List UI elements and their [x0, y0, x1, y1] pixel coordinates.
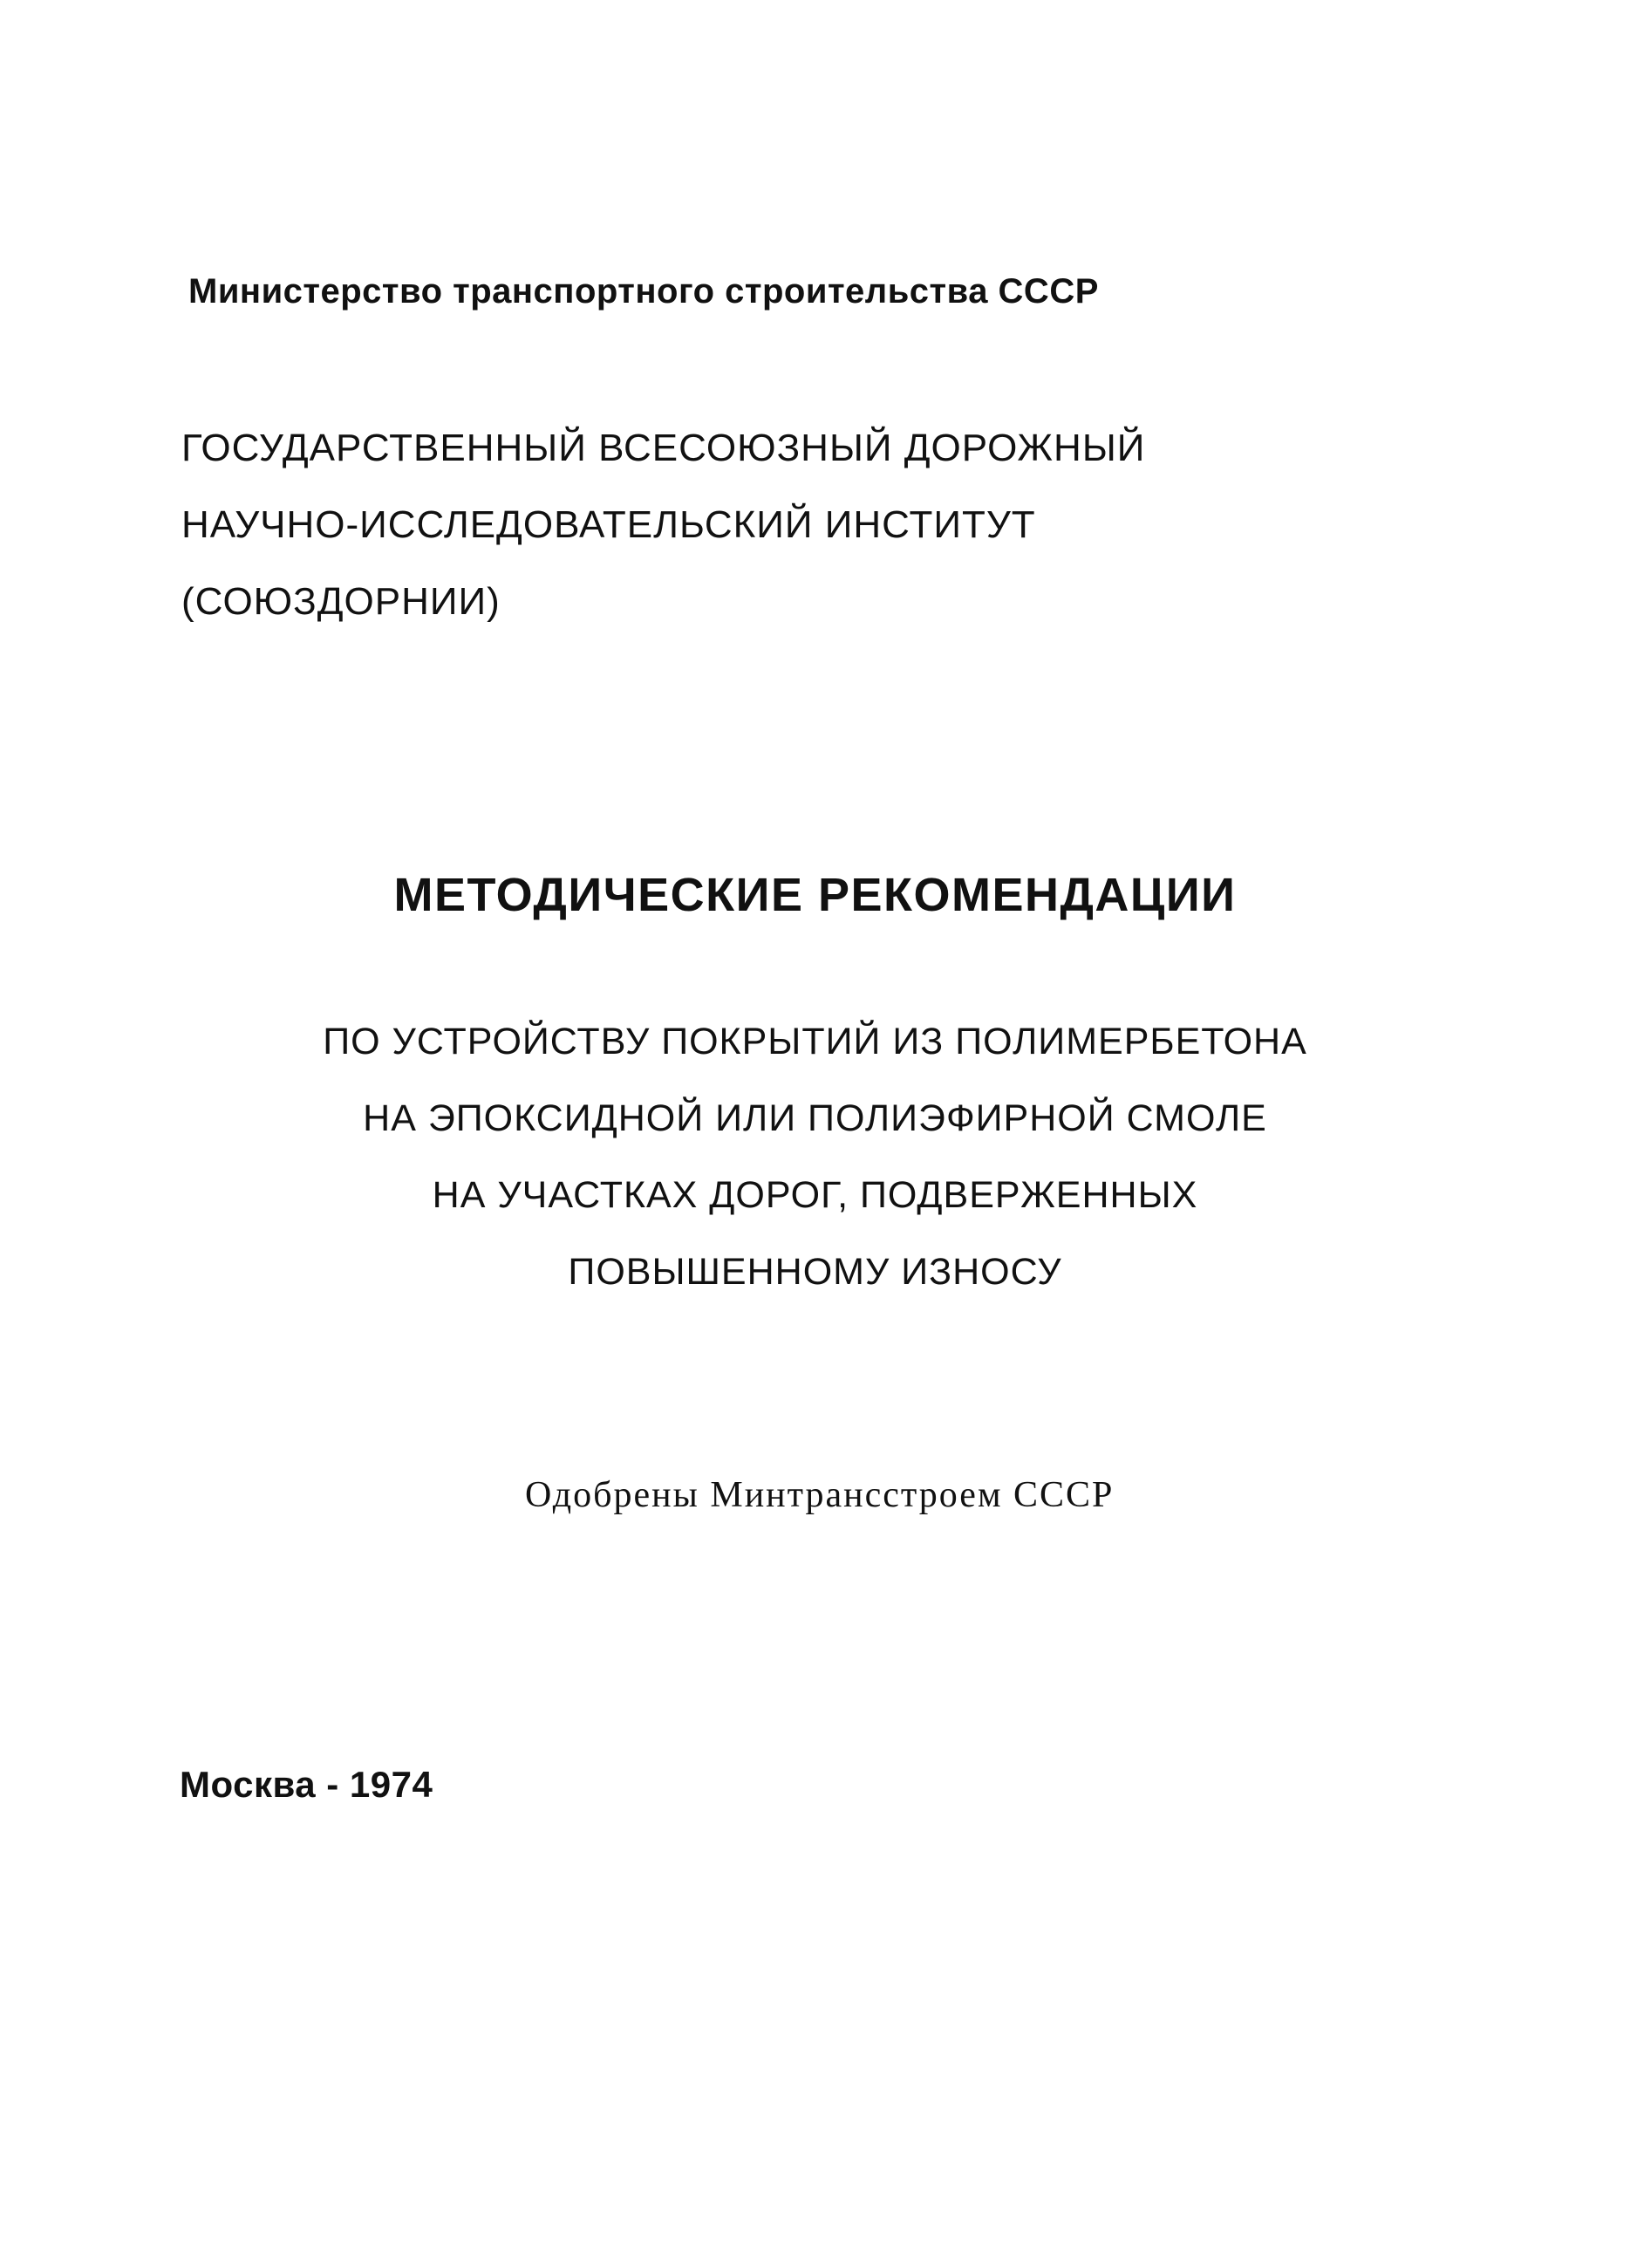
institute-line-2: НАУЧНО-ИССЛЕДОВАТЕЛЬСКИЙ ИНСТИТУТ	[181, 503, 1036, 546]
approval-note: Одобрены Минтрансстроем СССР	[525, 1475, 1115, 1515]
document-title: МЕТОДИЧЕСКИЕ РЕКОМЕНДАЦИИ	[393, 869, 1237, 921]
ministry-name: Министерство транспортного строительства СССР	[188, 272, 1099, 311]
document-subtitle	[0, 1003, 1630, 1310]
subtitle-line-1: ПО УСТРОЙСТВУ ПОКРЫТИЙ ИЗ ПОЛИМЕРБЕТОНА	[323, 1021, 1307, 1062]
institute-line-3: (СОЮЗДОРНИИ)	[181, 580, 501, 623]
subtitle-line-4: ПОВЫШЕННОМУ ИЗНОСУ	[568, 1251, 1062, 1293]
publication-place-year: Москва - 1974	[180, 1764, 433, 1805]
subtitle-line-2: НА ЭПОКСИДНОЙ ИЛИ ПОЛИЭФИРНОЙ СМОЛЕ	[363, 1097, 1267, 1139]
institute-name	[181, 410, 1145, 640]
institute-line-1: ГОСУДАРСТВЕННЫЙ ВСЕСОЮЗНЫЙ ДОРОЖНЫЙ	[181, 427, 1146, 469]
subtitle-line-3: НА УЧАСТКАХ ДОРОГ, ПОДВЕРЖЕННЫХ	[432, 1174, 1198, 1216]
